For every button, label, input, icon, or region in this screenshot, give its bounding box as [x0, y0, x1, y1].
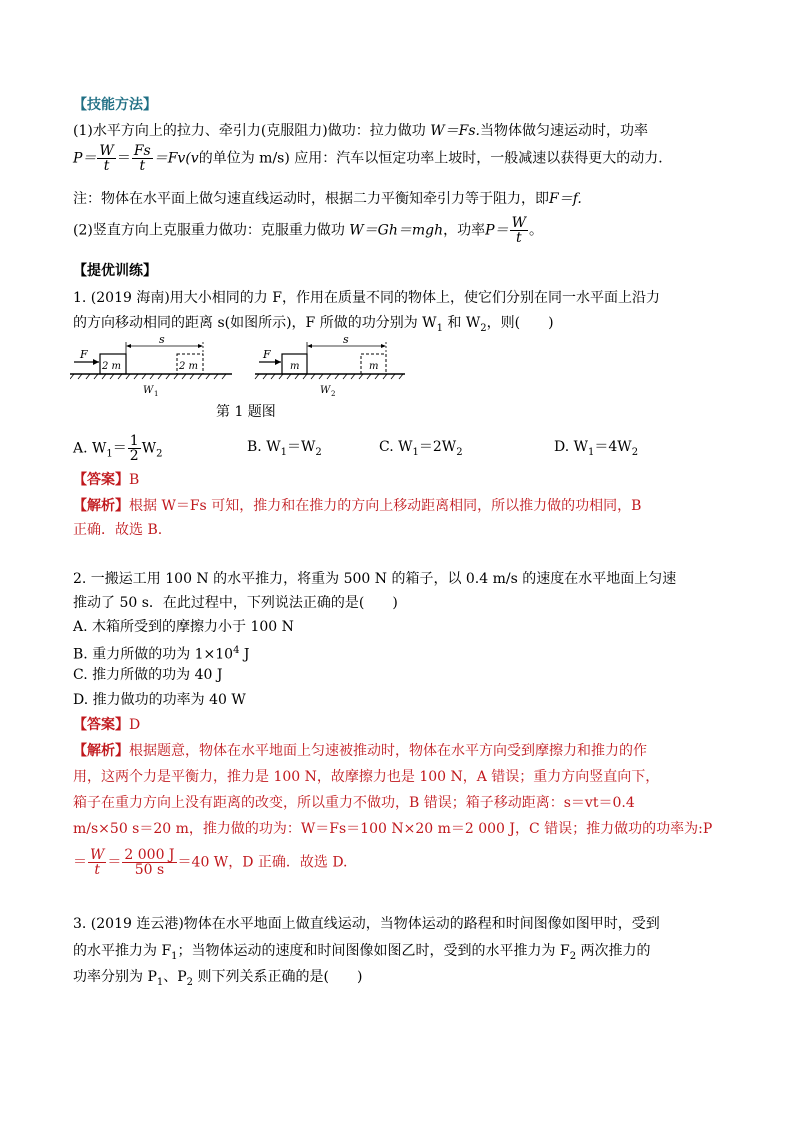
q2-option-c: C. 推力所做的功为 40 J	[73, 667, 223, 683]
fraction-w-over-t	[88, 848, 106, 877]
skill-line-4-end: 。	[528, 222, 543, 239]
q2-option-b	[73, 642, 250, 664]
skill-line-3-formula: F＝f.	[549, 191, 582, 207]
option-eq: ＝4W	[594, 439, 632, 455]
q3-text: 的水平推力为 F	[73, 943, 172, 959]
skill-line-2-tail: 的单位为 m/s) 应用：汽车以恒定功率上坡时，一般减速以获得更大的动力．	[198, 150, 673, 167]
fraction-denominator: t	[94, 862, 101, 878]
fraction-denominator: t	[103, 158, 110, 174]
skill-line-3-text: 注：物体在水平面上做匀速直线运动时，根据二力平衡知牵引力等于阻力，即	[73, 191, 549, 207]
skill-line-2: P＝ $\frac{W}{t}$ ＝ $\frac{Fs}{t}$ ＝Fv(v的单位为 m/s) 应用：汽车以恒定功率上坡时，一般减速以获得更大的动力．	[73, 143, 673, 174]
q2-answer	[73, 716, 140, 734]
option-text: B. 重力所做的功为 1×10	[73, 646, 234, 663]
q1-line-2-text: 的方向移动相同的距离 s(如图所示)，F 所做的功分别为 W	[73, 315, 437, 331]
q3-line-3	[73, 968, 362, 992]
fraction-fs-over-t	[132, 144, 153, 173]
box-label-right-dashed: m	[369, 361, 379, 372]
distance-label-right: s	[343, 333, 349, 346]
option-text: C. W	[379, 439, 413, 455]
q3-text: 两次推力的	[576, 943, 651, 959]
fraction-denominator: 2	[129, 448, 139, 464]
fraction-numerator: W	[511, 215, 526, 231]
q2-analysis-line-1	[73, 742, 647, 760]
q2-analysis-line-5	[73, 848, 348, 877]
analysis-text: ＝40 W，D 正确．故选 D.	[177, 854, 348, 871]
subscript: 1	[156, 976, 164, 988]
option-text: B. W	[247, 439, 281, 455]
option-eq: ＝2W	[418, 439, 457, 455]
analysis-text: 根据 W＝Fs 可知，推力和在推力的方向上移动距离相同，所以推力做的功相同，B	[129, 498, 642, 514]
work-label-left: W	[143, 385, 154, 396]
q1-option-a	[73, 434, 162, 463]
fraction-numerator: 1	[129, 433, 139, 449]
fraction-denominator: 50 s	[134, 862, 165, 878]
skill-header: 【技能方法】	[73, 97, 157, 113]
fraction-numerator: W	[90, 847, 105, 863]
q3-text: 则下列关系正确的是( )	[193, 969, 363, 985]
option-eq: ＝	[112, 440, 127, 457]
fraction-one-half	[128, 434, 141, 463]
box-label-left-dashed: 2 m	[179, 361, 199, 372]
analysis-label: 【解析】	[73, 498, 129, 514]
fraction-w-over-t	[510, 216, 528, 245]
answer-value: D	[129, 717, 141, 733]
subscript: 2	[569, 950, 577, 962]
skill-line-1-text: (1)水平方向上的拉力、牵引力(克服阻力)做功：拉力做功	[73, 123, 426, 139]
subscript: 1	[588, 446, 595, 458]
subscript: 2	[631, 446, 639, 458]
q3-text: ；当物体运动的速度和时间图像如图乙时，受到的水平推力为 F	[177, 943, 570, 959]
option-text: W	[141, 440, 157, 457]
fraction-numerator: W	[99, 143, 114, 159]
work-label-right-sub: 2	[331, 390, 336, 398]
skill-line-4-formula: W＝Gh＝mgh	[349, 222, 444, 239]
work-label-right: W	[320, 385, 331, 396]
box-label-left: 2 m	[102, 361, 122, 372]
q1-analysis-line-1	[73, 497, 641, 515]
fraction-denominator: t	[515, 230, 522, 246]
option-unit: J	[239, 646, 250, 663]
answer-label: 【答案】	[73, 472, 129, 488]
subscript: 1	[436, 322, 443, 334]
q1-line-2-text-b: 和 W	[442, 315, 481, 331]
skill-line-4	[73, 216, 543, 245]
q1-line-1: 1. (2019 海南)用大小相同的力 F，作用在质量不同的物体上，使它们分别在同一水平面上沿力	[73, 290, 660, 306]
skill-line-3	[73, 190, 582, 208]
q3-line-2	[73, 942, 651, 966]
skill-line-1	[73, 122, 648, 140]
answer-value: B	[129, 472, 140, 488]
subscript: 1	[412, 446, 419, 458]
q2-analysis-line-2: 用，这两个力是平衡力，推力是 100 N，故摩擦力也是 100 N，A 错误；重力方向竖直向下，	[73, 769, 660, 785]
q2-analysis-line-3: 箱子在重力方向上没有距离的改变，所以重力不做功，B 错误；箱子移动距离：s＝vt＝0.4	[73, 795, 635, 811]
q3-text: 、P	[163, 969, 187, 985]
subscript: 2	[456, 446, 463, 458]
q3-text: 功率分别为 P	[73, 969, 157, 985]
subscript: 1	[106, 448, 113, 460]
analysis-label: 【解析】	[73, 743, 129, 759]
subscript: 2	[186, 976, 194, 988]
power-symbol: P＝	[485, 222, 509, 239]
q1-analysis-line-2: 正确．故选 B.	[73, 522, 163, 538]
skill-line-4-mid: ，功率	[443, 222, 486, 239]
fraction-numerator: 2 000 J	[124, 847, 175, 863]
fraction-w-over-t	[97, 144, 115, 173]
answer-label: 【答案】	[73, 717, 129, 733]
q3-line-1: 3. (2019 连云港)物体在水平地面上做直线运动，当物体运动的路程和时间图像如图甲时，受到	[73, 916, 660, 932]
q2-analysis-line-4: m/s×50 s＝20 m，推力做的功为：W＝Fs＝100 N×20 m＝2 000 J，C 错误；推力做功的功率为:P	[73, 821, 713, 837]
training-header: 【提优训练】	[73, 263, 157, 279]
q1-option-c	[379, 438, 463, 462]
q2-line-2: 推动了 50 s．在此过程中，下列说法正确的是( )	[73, 595, 398, 611]
skill-line-1-formula: W＝Fs.	[430, 123, 480, 139]
subscript: 2	[156, 448, 163, 460]
q2-line-1: 2. 一搬运工用 100 N 的水平推力，将重为 500 N 的箱子，以 0.4 m/s 的速度在水平地面上匀速	[73, 571, 677, 587]
q1-option-d	[554, 438, 638, 462]
skill-line-1-tail: 当物体做匀速运动时，功率	[479, 123, 648, 139]
analysis-eq: ＝	[73, 854, 87, 871]
work-label-left-sub: 1	[154, 390, 159, 398]
q1-line-2-text-c: ，则( )	[486, 315, 554, 331]
q1-figure	[70, 332, 410, 400]
distance-label-left: s	[159, 333, 165, 346]
analysis-eq: ＝	[107, 854, 122, 871]
fraction-numerator: Fs	[133, 143, 151, 159]
analysis-text: 根据题意，物体在水平地面上匀速被推动时，物体在水平方向受到摩擦力和推力的作	[129, 743, 647, 759]
power-symbol: P＝	[73, 150, 97, 167]
superscript: 4	[233, 645, 240, 656]
box-label-right: m	[290, 361, 300, 372]
skill-line-2-mid: ＝Fv(v	[153, 150, 199, 167]
q1-option-b	[247, 438, 322, 462]
subscript: 2	[480, 322, 487, 334]
subscript: 1	[171, 950, 178, 962]
option-text: A. W	[73, 440, 107, 457]
option-eq: ＝W	[286, 439, 316, 455]
q1-answer	[73, 471, 139, 489]
subscript: 1	[280, 446, 287, 458]
fraction-denominator: t	[139, 158, 146, 174]
force-label-right: F	[263, 348, 271, 361]
q2-option-a: A. 木箱所受到的摩擦力小于 100 N	[73, 619, 294, 635]
q1-figure-caption: 第 1 题图	[216, 404, 276, 420]
fraction-work-over-time	[122, 848, 176, 877]
force-label-left: F	[80, 348, 88, 361]
skill-line-4-text: (2)竖直方向上克服重力做功：克服重力做功	[73, 222, 345, 239]
q2-option-d: D. 推力做功的功率为 40 W	[73, 692, 246, 708]
subscript: 2	[315, 446, 322, 458]
option-text: D. W	[554, 439, 589, 455]
